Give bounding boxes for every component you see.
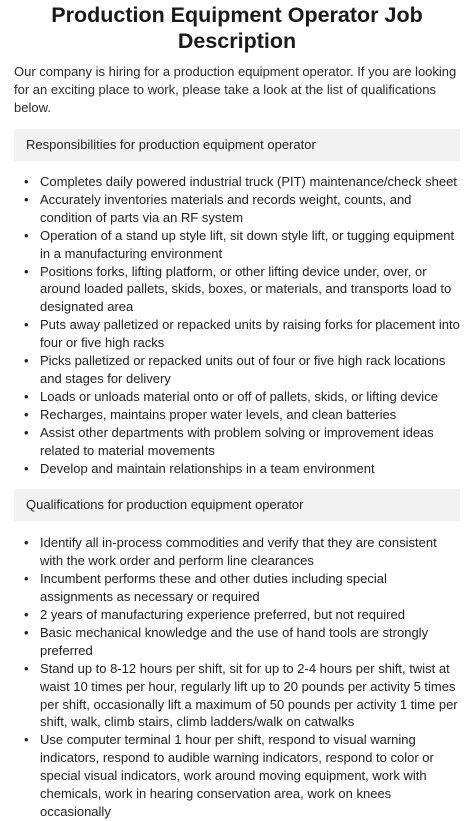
list-item-text: Recharges, maintains proper water levels, and clean batteries xyxy=(40,406,397,422)
list-item-text: Loads or unloads material onto or off of pallets, skids, or lifting device xyxy=(40,388,438,404)
list-item xyxy=(14,388,460,406)
list-item-text: Completes daily powered industrial truck (PIT) maintenance/check sheet xyxy=(40,174,457,189)
list-item xyxy=(14,227,460,263)
page-title: Production Equipment Operator Job Description xyxy=(51,3,423,53)
list-item xyxy=(14,352,460,388)
bullet-icon: • xyxy=(24,388,29,404)
bullet-icon: • xyxy=(24,607,29,623)
list-item-text: Puts away palletized or repacked units by raising forks for placement into four or five high racks xyxy=(40,317,460,351)
bullet-icon: • xyxy=(24,353,29,369)
list-item-text: Picks palletized or repacked units out of four or five high rack locations and stages for delivery xyxy=(40,353,446,386)
list-item-text: 2 years of manufacturing experience preferred, but not required xyxy=(40,607,405,623)
list-item-text: Use computer terminal 1 hour per shift, respond to visual warning indicators, respond to audible warning indicators, respond to color or special visual indicators, work around moving equipment, work with chemicals, work in hearing conservation area, work on knees occasionally xyxy=(40,732,434,819)
bullet-icon: • xyxy=(24,624,29,640)
bullet-icon: • xyxy=(24,227,29,243)
list-item xyxy=(14,731,460,821)
list-item xyxy=(14,424,460,460)
qualifications-list xyxy=(14,534,460,821)
list-item xyxy=(14,534,460,570)
list-item xyxy=(14,406,460,424)
bullet-icon: • xyxy=(24,460,29,476)
bullet-icon: • xyxy=(24,174,29,189)
list-item-text: Identify all in-process commodities and verify that they are consistent with the work order and perform line clearances xyxy=(40,535,437,569)
list-item xyxy=(14,173,460,191)
intro-paragraph: Our company is hiring for a production equipment operator. If you are looking for an exciting place to work, please take a look at the list of qualifications below. xyxy=(14,64,457,115)
bullet-icon: • xyxy=(24,660,29,676)
list-item-text: Incumbent performs these and other duties including special assignments as necessary or required xyxy=(40,571,387,605)
list-item xyxy=(14,191,460,227)
list-item-text: Basic mechanical knowledge and the use of hand tools are strongly preferred xyxy=(40,624,429,658)
list-item xyxy=(14,460,460,478)
list-item-text: Stand up to 8-12 hours per shift, sit for up to 2-4 hours per shift, twist at waist 10 times per hour, regularly lift up to 20 pounds per activity 5 times per shift, occasionally lift a maximum of 50 pounds per activity 1 time per shift, walk, climb stairs, climb ladders/walk on catwalks xyxy=(40,660,458,730)
list-item xyxy=(14,660,460,732)
bullet-icon: • xyxy=(24,317,29,333)
bullet-icon: • xyxy=(24,535,29,551)
bullet-icon: • xyxy=(24,732,29,748)
list-item-text: Accurately inventories materials and records weight, counts, and condition of parts via an RF system xyxy=(40,191,412,225)
bullet-icon: • xyxy=(24,191,29,207)
bullet-icon: • xyxy=(24,263,29,279)
list-item xyxy=(14,316,460,352)
responsibilities-list xyxy=(14,173,460,477)
list-item-text: Assist other departments with problem solving or improvement ideas related to material movements xyxy=(40,424,434,458)
qualifications-heading: Qualifications for production equipment operator xyxy=(14,489,460,521)
list-item xyxy=(14,606,460,624)
responsibilities-heading: Responsibilities for production equipment operator xyxy=(14,129,460,161)
list-item xyxy=(14,263,460,317)
list-item-text: Positions forks, lifting platform, or other lifting device under, over, or around loaded pallets, skids, boxes, or materials, and transports load to designated area xyxy=(40,263,452,315)
bullet-icon: • xyxy=(24,424,29,440)
list-item xyxy=(14,570,460,606)
list-item-text: Operation of a stand up style lift, sit down style lift, or tugging equipment in a manufacturing environment xyxy=(40,227,455,261)
list-item-text: Develop and maintain relationships in a team environment xyxy=(40,460,375,476)
bullet-icon: • xyxy=(24,406,29,422)
bullet-icon: • xyxy=(24,571,29,587)
list-item xyxy=(14,624,460,660)
